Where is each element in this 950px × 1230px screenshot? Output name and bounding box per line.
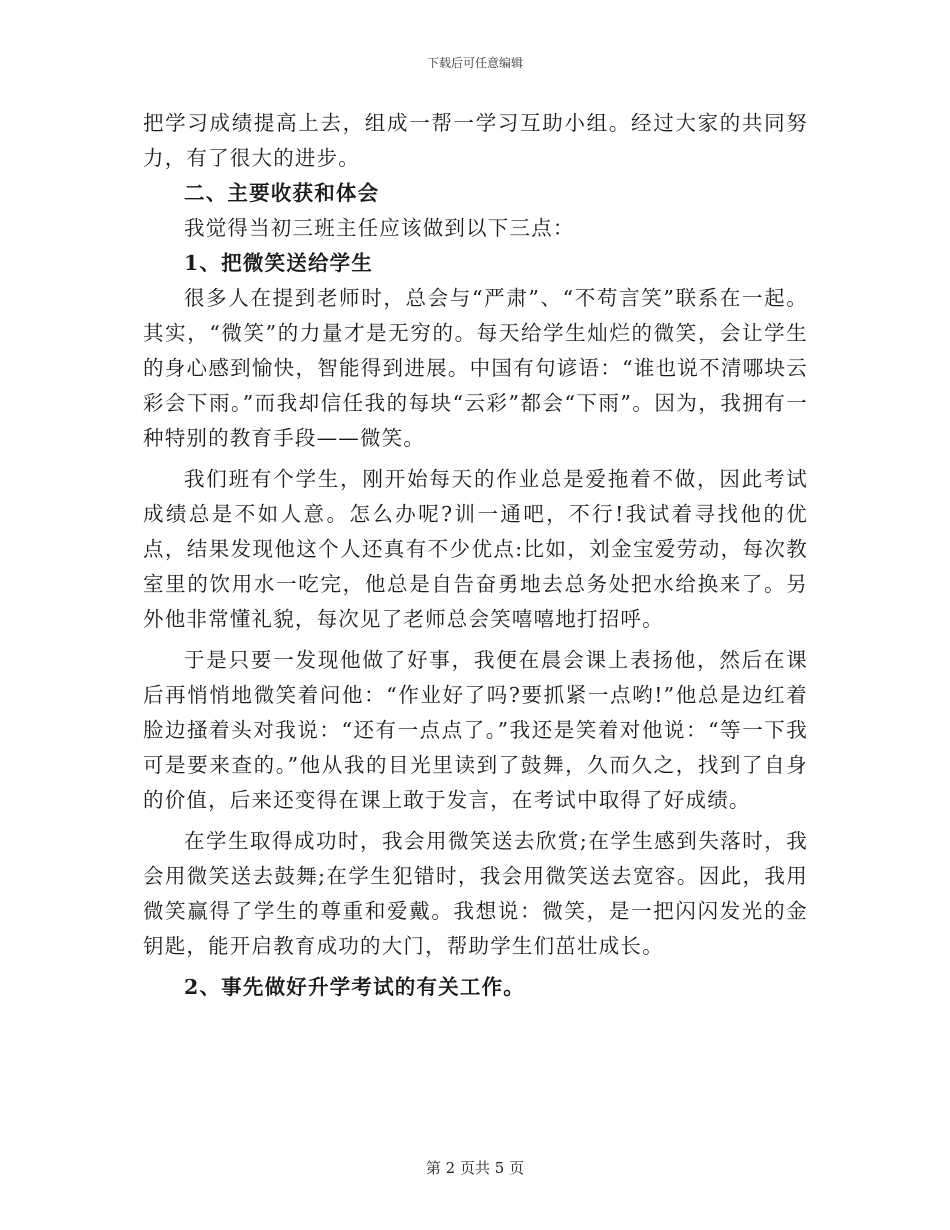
paragraph-continuation: 把学习成绩提高上去，组成一帮一学习互助小组。经过大家的共同努力，有了很大的进步。 <box>143 111 808 170</box>
document-body <box>143 106 808 1005</box>
page-header: 下载后可任意编辑 <box>426 56 523 70</box>
paragraph: 于是只要一发现他做了好事，我便在晨会课上表扬他，然后在课后再悄悄地微笑着问他：“作业好了吗?要抓紧一点哟!”他总是边红着脸边搔着头对我说：“还有一点点了。”我还是笑着对他说：“等一下我可是要来查的。”他从我的目光里读到了鼓舞，久而久之，找到了自身的价值，后来还变得在课上敢于发言，在考试中取得了好成绩。 <box>143 648 808 812</box>
paragraph: 我们班有个学生，刚开始每天的作业总是爱拖着不做，因此考试成绩总是不如人意。怎么办呢?训一通吧，不行!我试着寻找他的优点，结果发现他这个人还真有不少优点:比如，刘金宝爱劳动，每次教室里的饮用水一吃完，他总是自告奋勇地去总务处把水给换来了。另外他非常懂礼貌，每次见了老师总会笑嘻嘻地打招呼。 <box>143 467 808 631</box>
paragraph: 我觉得当初三班主任应该做到以下三点： <box>184 216 575 240</box>
page-footer: 第 2 页共 5 页 <box>425 1159 525 1177</box>
section-heading: 二、主要收获和体会 <box>184 181 380 205</box>
subsection-heading: 2、事先做好升学考试的有关工作。 <box>184 975 525 999</box>
subsection-heading: 1、把微笑送给学生 <box>184 251 374 275</box>
paragraph: 在学生取得成功时，我会用微笑送去欣赏;在学生感到失落时，我会用微笑送去鼓舞;在学生犯错时，我会用微笑送去宽容。因此，我用微笑赢得了学生的尊重和爱戴。我想说：微笑，是一把闪闪发光的金钥匙，能开启教育成功的大门，帮助学生们茁壮成长。 <box>143 829 808 958</box>
paragraph: 很多人在提到老师时，总会与“严肃”、“不苟言笑”联系在一起。其实，“微笑”的力量才是无穷的。每天给学生灿烂的微笑，会让学生的身心感到愉快，智能得到进展。中国有句谚语：“谁也说不清哪块云彩会下雨。”而我却信任我的每块“云彩”都会“下雨”。因为，我拥有一种特别的教育手段——微笑。 <box>143 286 808 450</box>
